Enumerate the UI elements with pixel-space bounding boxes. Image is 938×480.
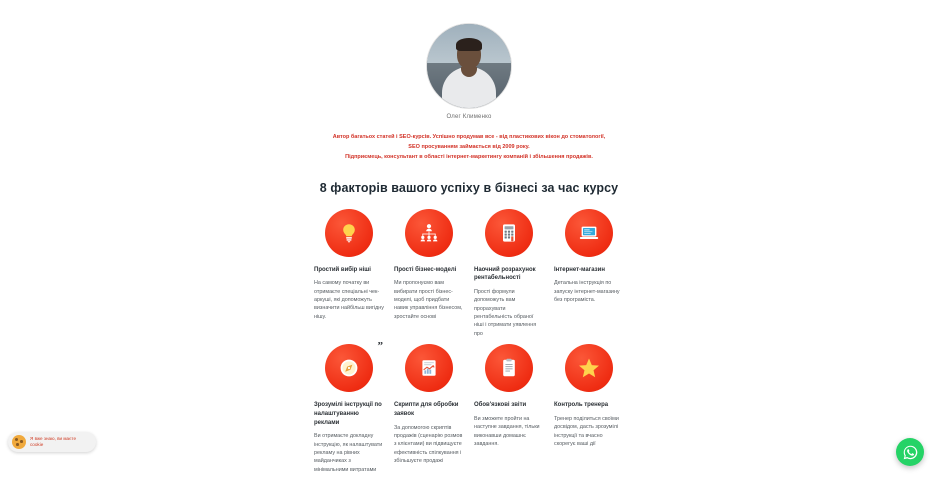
- benefit-card: [314, 209, 384, 339]
- cookie-icon: [12, 435, 26, 449]
- org-chart-icon: [405, 209, 453, 257]
- benefit-title: Інтернет-магазин: [554, 266, 605, 273]
- avatar: [427, 24, 511, 108]
- page-content: [289, 0, 649, 480]
- author-name: Олег Клименко: [446, 114, 492, 120]
- bio-line-3: Підприємець, консультант в області інтернет-маркетингу компаній і збільшення продажів.: [345, 154, 593, 161]
- cookie-consent-banner[interactable]: [8, 432, 96, 452]
- bio-line-2: SEO просуванням займається від 2009 року.: [408, 144, 530, 151]
- benefit-title: Зрозумілі інструкції по налаштуванню реклами: [314, 402, 382, 426]
- benefit-text: Ви отримаєте докладну інструкцію, як налаштувати рекламу на рівних майданчиках з мінімальними витратами: [314, 433, 383, 473]
- benefit-card: [314, 340, 384, 474]
- benefit-card: [554, 344, 624, 474]
- avatar-hair: [456, 38, 482, 51]
- star-icon: [565, 344, 613, 392]
- benefit-card: [394, 209, 464, 339]
- benefit-title: Контроль тренера: [554, 402, 609, 409]
- benefit-card: [394, 344, 464, 474]
- benefit-text: На самому початку ви отримаєте спеціальні чек-аркуші, які допоможуть визначити найбільш вигідну нішу.: [314, 280, 384, 320]
- avatar-wrapper: [289, 0, 649, 108]
- benefit-card: [554, 209, 624, 339]
- document-chart-icon: [405, 344, 453, 392]
- benefit-title: Прості бізнес-моделі: [394, 266, 457, 273]
- benefit-text: Ви зможете пройти на наступне завдання, тільки виконавши домашнє завдання.: [474, 415, 540, 447]
- section-title: 8 факторів вашого успіху в бізнесі за час курсу: [319, 180, 619, 195]
- cookie-consent-text[interactable]: Я вже знаю, ви маєте cookie: [30, 435, 77, 447]
- benefit-title: Простий вибір ніші: [314, 266, 371, 273]
- laptop-icon: [565, 209, 613, 257]
- compass-icon: [325, 340, 383, 392]
- lightbulb-icon: [325, 209, 373, 257]
- benefit-text: Тренер поділиться своїми досвідом, дасть зрозумілі інструкції та вчасно скорегує ваші дії: [554, 415, 619, 447]
- benefit-title: Скрипти для обробки заявок: [394, 402, 459, 417]
- whatsapp-icon[interactable]: [896, 438, 924, 466]
- benefit-text: Детальна інструкція по запуску інтернет-магазину без програміста.: [554, 280, 620, 303]
- benefit-card: [474, 209, 544, 339]
- bio-line-1: Автор багатьох статей і SEO-курсів. Успішно продумав все - від пластикових вікон до стоматології,: [332, 134, 606, 140]
- calculator-icon: [485, 209, 533, 257]
- benefit-title: Обов'язкові звіти: [474, 402, 527, 409]
- benefit-title: Наочний розрахунок рентабельності: [474, 266, 536, 282]
- author-bio: [319, 132, 619, 163]
- benefits-grid: [314, 209, 624, 475]
- benefit-text: Ми пропонуємо вам вибирати прості бізнес-моделі, щоб придбати навик управління бізнесом, зростайте основі: [394, 280, 463, 320]
- decorative-quote-icon: ”: [377, 340, 383, 353]
- benefit-text: Прості формули допоможуть вам прорахувати рентабельність обраної ніші і отримати уявлення про: [474, 288, 537, 337]
- benefit-text: За допомогою скриптів продажів (сценарію розмов з клієнтами) ви підвищуєте ефективність спілкування і збільшуєте продажі: [394, 424, 463, 465]
- clipboard-icon: [485, 344, 533, 392]
- benefit-card: [474, 344, 544, 474]
